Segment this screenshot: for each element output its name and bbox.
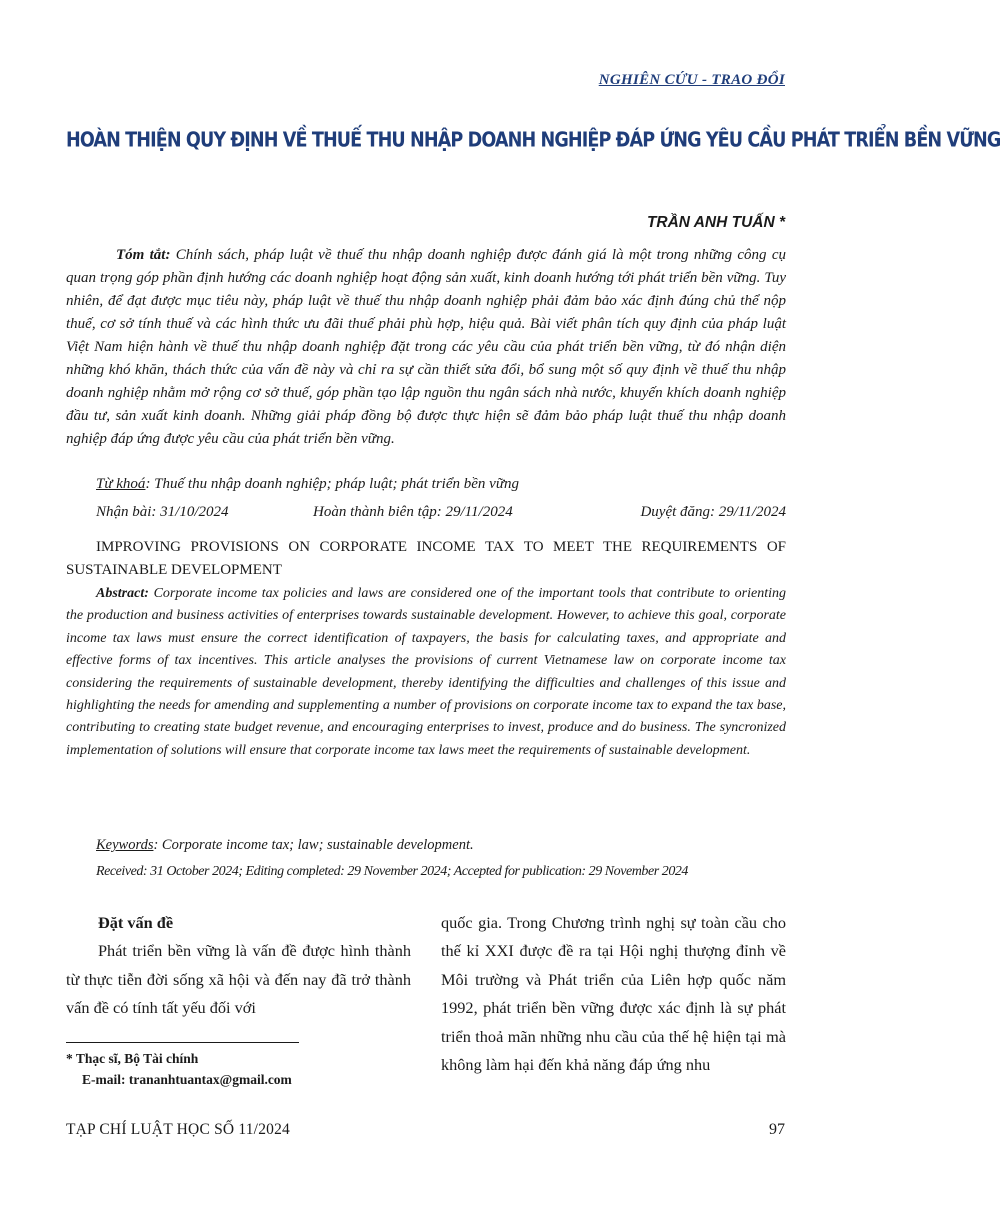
author-name: TRẦN ANH TUẤN * <box>646 214 785 231</box>
english-dates: Received: 31 October 2024; Editing completed: 29 November 2024; Accepted for publication: 29 November 2024 <box>96 864 688 879</box>
section-label: NGHIÊN CỨU - TRAO ĐỔI <box>598 72 785 88</box>
edited-date: Hoàn thành biên tập: 29/11/2024 <box>313 504 513 520</box>
page-number: 97 <box>769 1121 785 1138</box>
english-keywords-label: Keywords <box>96 837 154 853</box>
footnote-affiliation: * Thạc sĩ, Bộ Tài chính <box>66 1051 199 1066</box>
article-title: HOÀN THIỆN QUY ĐỊNH VỀ THUẾ THU NHẬP DOANH NGHIỆP ĐÁP ỨNG YÊU CẦU PHÁT TRIỂN BỀN VỮNG <box>66 129 1000 152</box>
vietnamese-keywords <box>96 476 519 493</box>
footnote-email: E-mail: trananhtuantax@gmail.com <box>82 1072 292 1087</box>
english-abstract <box>66 583 786 762</box>
vietnamese-keywords-label: Từ khoá <box>96 476 146 492</box>
body-paragraph-right: quốc gia. Trong Chương trình nghị sự toàn cầu cho thế kỉ XXI được đề ra tại Hội nghị thượng đỉnh về Môi trường và Phát triển của Liên hợp quốc năm 1992, phát triển bền vững được xác định là sự phát triển thoả mãn những nhu cầu của thế hệ hiện tại mà không làm hại đến khả năng đáp ứng nhu <box>441 913 786 1075</box>
vietnamese-dates <box>96 504 786 526</box>
body-right-column <box>441 909 786 1079</box>
vietnamese-keywords-text: : Thuế thu nhập doanh nghiệp; pháp luật; phát triển bền vững <box>145 476 519 492</box>
english-abstract-text: Corporate income tax policies and laws are considered one of the important tools that contribute to orienting the production and business activities of enterprises towards sustainable development. However, to achieve this goal, corporate income tax laws must ensure the correct identification of taxpayers, the basis for calculating taxes, and appropriate and effective forms of tax incentives. This article analyses the provisions of current Vietnamese law on corporate income tax considering the requirements of sustainable development, thereby identifying the difficulties and challenges of this issue and highlighting the needs for amending and supplementing a number of provisions on corporate income tax to expand the tax base, contributing to creating state budget revenue, and encouraging enterprises to invest, produce and do business. The syncronized implementation of solutions will ensure that corporate income tax laws meet the requirements of sustainable development. <box>66 586 787 758</box>
approved-date: Duyệt đăng: 29/11/2024 <box>640 504 786 520</box>
body-paragraph-left: Phát triển bền vững là vấn đề được hình thành từ thực tiễn đời sống xã hội và đến nay đã trở thành vấn đề có tính tất yếu đối với <box>66 941 411 1018</box>
vietnamese-abstract-label: Tóm tắt: <box>116 247 171 263</box>
footer-journal-name: TẠP CHÍ LUẬT HỌC SỐ 11/2024 <box>66 1121 290 1138</box>
english-abstract-label: Abstract: <box>96 586 149 601</box>
footnote-divider <box>66 1042 299 1043</box>
received-date: Nhận bài: 31/10/2024 <box>96 504 229 520</box>
body-left-column <box>66 909 411 1023</box>
section-heading: Đặt vấn đề <box>98 913 174 932</box>
vietnamese-abstract <box>66 244 786 451</box>
english-title: IMPROVING PROVISIONS ON CORPORATE INCOME TAX TO MEET THE REQUIREMENTS OF SUSTAINABLE DEVELOPMENT <box>66 539 786 578</box>
english-keywords-text: : Corporate income tax; law; sustainable development. <box>153 837 474 853</box>
vietnamese-abstract-text: Chính sách, pháp luật về thuế thu nhập doanh nghiệp được đánh giá là một trong những công cụ quan trọng góp phần định hướng các doanh nghiệp hoạt động sản xuất, kinh doanh hướng tới phát triển bền vững. Tuy nhiên, để đạt được mục tiêu này, pháp luật về thuế thu nhập doanh nghiệp phải đảm bảo xác định đúng chủ thể nộp thuế, cơ sở tính thuế và các hình thức ưu đãi thuế phải phù hợp, hiệu quả. Bài viết phân tích quy định của pháp luật Việt Nam hiện hành về thuế thu nhập doanh nghiệp đặt trong các yêu cầu của phát triển bền vững, từ đó nhận diện những khó khăn, thách thức của vấn đề này và chỉ ra sự cần thiết sửa đổi, bổ sung một số quy định về thuế thu nhập doanh nghiệp nhằm mở rộng cơ sở thuế, góp phần tạo lập nguồn thu ngân sách nhà nước, khuyến khích doanh nghiệp đầu tư, sản xuất kinh doanh. Những giải pháp đồng bộ được thực hiện sẽ đảm bảo pháp luật thuế thu nhập doanh nghiệp đáp ứng được yêu cầu của phát triển bền vững. <box>66 247 786 447</box>
english-keywords <box>96 837 474 854</box>
footnote <box>66 1048 411 1090</box>
